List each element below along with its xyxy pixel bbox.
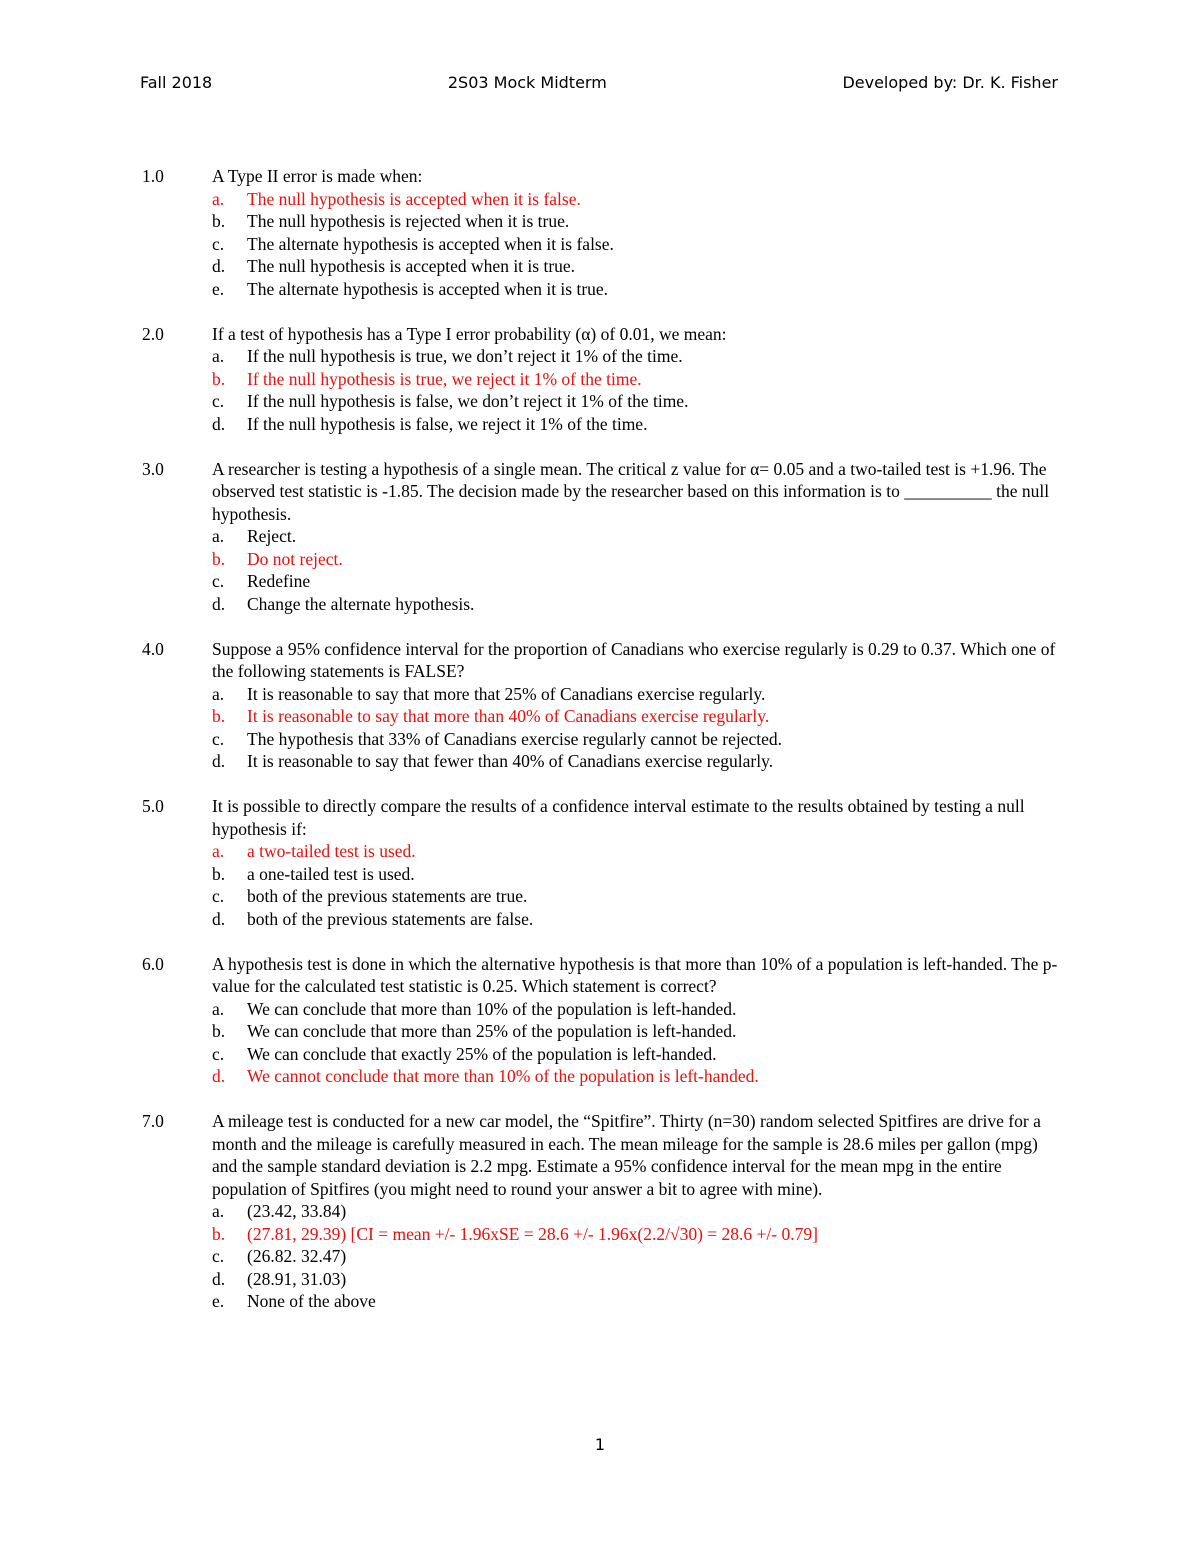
page-header (140, 72, 1058, 94)
answer-option (212, 683, 1062, 706)
answer-option (212, 255, 1062, 278)
option-text: Redefine (247, 571, 311, 591)
option-letter: d. (212, 908, 226, 929)
option-letter: d. (212, 413, 226, 434)
question-text: If a test of hypothesis has a Type I error probability (α) of 0.01, we mean: (212, 323, 727, 344)
question-7 (0, 1110, 1200, 1313)
option-letter: b. (212, 863, 226, 884)
question-2 (0, 323, 1200, 436)
option-text: The null hypothesis is accepted when it is true. (247, 256, 576, 276)
option-text: We can conclude that exactly 25% of the population is left-handed. (247, 1043, 717, 1064)
option-letter: a. (212, 346, 225, 366)
question-6 (0, 953, 1200, 1088)
option-text: Reject. (247, 526, 297, 546)
answer-option (212, 885, 1062, 908)
option-letter: a. (212, 683, 225, 704)
correct-answer-option (212, 548, 1062, 571)
option-text: both of the previous statements are true. (247, 886, 528, 906)
header-title: 2S03 Mock Midterm (447, 73, 607, 92)
answer-option (212, 1043, 1062, 1066)
correct-answer-option (212, 705, 1062, 728)
option-letter: a. (212, 188, 225, 209)
option-letter: d. (212, 593, 226, 614)
answer-option (212, 413, 1062, 436)
option-letter: b. (212, 211, 226, 231)
answer-option (212, 1268, 1062, 1291)
option-letter: c. (212, 1043, 225, 1064)
option-letter: d. (212, 1066, 226, 1086)
answer-option (212, 863, 1062, 886)
option-text: Change the alternate hypothesis. (247, 593, 475, 614)
option-letter: c. (212, 391, 225, 411)
option-letter: b. (212, 1223, 226, 1244)
option-letter: d. (212, 1268, 226, 1289)
option-text: The alternate hypothesis is accepted when it is true. (247, 278, 609, 299)
question-text: A hypothesis test is done in which the alternative hypothesis is that more than 10% of a population is left-handed. The p-value for the calculated test statistic is 0.25. Which statement is correct? (212, 953, 1058, 996)
answer-option (212, 998, 1062, 1021)
option-letter: c. (212, 886, 225, 906)
answer-option (212, 1020, 1062, 1043)
option-text: It is reasonable to say that fewer than 40% of Canadians exercise regularly. (247, 751, 774, 771)
answer-option (212, 1200, 1062, 1223)
option-text: We cannot conclude that more than 10% of the population is left-handed. (247, 1066, 759, 1086)
header-author: Developed by: Dr. K. Fisher (842, 73, 1058, 92)
question-number: 5.0 (142, 796, 164, 816)
question-1 (0, 165, 1200, 300)
question-number: 7.0 (142, 1111, 164, 1131)
option-letter: a. (212, 526, 225, 546)
option-text: The null hypothesis is accepted when it is false. (247, 188, 581, 209)
option-text: If the null hypothesis is false, we don’t reject it 1% of the time. (247, 391, 689, 411)
option-text: The hypothesis that 33% of Canadians exercise regularly cannot be rejected. (247, 728, 783, 749)
answer-option (212, 570, 1062, 593)
option-text: (27.81, 29.39) [CI = mean +/- 1.96xSE = 28.6 +/- 1.96x(2.2/√30) = 28.6 +/- 0.79] (247, 1223, 818, 1244)
answer-option (212, 233, 1062, 256)
option-text: The alternate hypothesis is accepted when it is false. (247, 233, 614, 254)
question-number: 2.0 (142, 323, 164, 344)
option-text: Do not reject. (247, 548, 343, 569)
option-text: We can conclude that more than 10% of the population is left-handed. (247, 998, 737, 1019)
answer-option (212, 525, 1062, 548)
option-letter: e. (212, 1291, 225, 1311)
question-4 (0, 638, 1200, 773)
option-letter: c. (212, 728, 225, 749)
option-text: a two-tailed test is used. (247, 841, 416, 861)
option-letter: e. (212, 278, 225, 299)
option-letter: b. (212, 368, 226, 389)
answer-option (212, 278, 1062, 301)
option-letter: b. (212, 548, 226, 569)
correct-answer-option (212, 840, 1062, 863)
question-list (0, 165, 1200, 1335)
question-number: 6.0 (142, 953, 164, 974)
header-term: Fall 2018 (140, 73, 213, 92)
answer-option (212, 210, 1062, 233)
option-text: both of the previous statements are false. (247, 908, 534, 929)
option-letter: c. (212, 1246, 225, 1266)
option-text: (28.91, 31.03) (247, 1268, 347, 1289)
answer-option (212, 908, 1062, 931)
option-text: It is reasonable to say that more that 25% of Canadians exercise regularly. (247, 683, 766, 704)
question-text: A mileage test is conducted for a new car model, the “Spitfire”. Thirty (n=30) random selected Spitfires are drive for a month and the mileage is carefully measured in each. The mean mileage for the sample is 28.6 miles per gallon (mpg) and the sample standard deviation is 2.2 mpg. Estimate a 95% confidence interval for the mean mpg in the entire population of Spitfires (you might need to round your answer a bit to agree with mine). (212, 1111, 1041, 1199)
question-text: A researcher is testing a hypothesis of a single mean. The critical z value for α= 0.05 and a two-tailed test is +1.96. The observed test statistic is -1.85. The decision made by the researcher based on this information is to __________ the null hypothesis. (212, 458, 1050, 524)
option-letter: b. (212, 706, 226, 726)
question-number: 3.0 (142, 458, 164, 479)
question-number: 1.0 (142, 166, 164, 186)
question-text: Suppose a 95% confidence interval for the proportion of Canadians who exercise regularly is 0.29 to 0.37. Which one of the following statements is FALSE? (212, 638, 1056, 681)
option-text: (23.42, 33.84) (247, 1201, 347, 1221)
question-number: 4.0 (142, 638, 164, 659)
correct-answer-option (212, 1065, 1062, 1088)
question-text: It is possible to directly compare the results of a confidence interval estimate to the results obtained by testing a null hypothesis if: (212, 796, 1025, 839)
option-letter: d. (212, 751, 226, 771)
option-letter: a. (212, 998, 225, 1019)
option-text: The null hypothesis is rejected when it is true. (247, 211, 570, 231)
option-text: It is reasonable to say that more than 40% of Canadians exercise regularly. (247, 706, 770, 726)
correct-answer-option (212, 1223, 1062, 1246)
option-text: a one-tailed test is used. (247, 863, 415, 884)
option-text: (26.82. 32.47) (247, 1246, 347, 1266)
question-text: A Type II error is made when: (212, 166, 423, 186)
correct-answer-option (212, 368, 1062, 391)
answer-option (212, 1290, 1062, 1313)
answer-option (212, 728, 1062, 751)
option-letter: d. (212, 256, 226, 276)
answer-option (212, 345, 1062, 368)
question-3 (0, 458, 1200, 616)
option-text: We can conclude that more than 25% of the population is left-handed. (247, 1021, 737, 1041)
answer-option (212, 390, 1062, 413)
question-5 (0, 795, 1200, 930)
option-text: None of the above (247, 1291, 376, 1311)
option-letter: c. (212, 233, 225, 254)
option-letter: a. (212, 1201, 225, 1221)
option-letter: c. (212, 571, 225, 591)
option-text: If the null hypothesis is true, we reject it 1% of the time. (247, 368, 642, 389)
option-text: If the null hypothesis is false, we reject it 1% of the time. (247, 413, 648, 434)
option-letter: b. (212, 1021, 226, 1041)
page-footer (0, 1434, 1200, 1456)
option-letter: a. (212, 841, 225, 861)
page-number: 1 (594, 1435, 606, 1454)
correct-answer-option (212, 188, 1062, 211)
option-text: If the null hypothesis is true, we don’t reject it 1% of the time. (247, 346, 683, 366)
answer-option (212, 750, 1062, 773)
answer-option (212, 1245, 1062, 1268)
answer-option (212, 593, 1062, 616)
